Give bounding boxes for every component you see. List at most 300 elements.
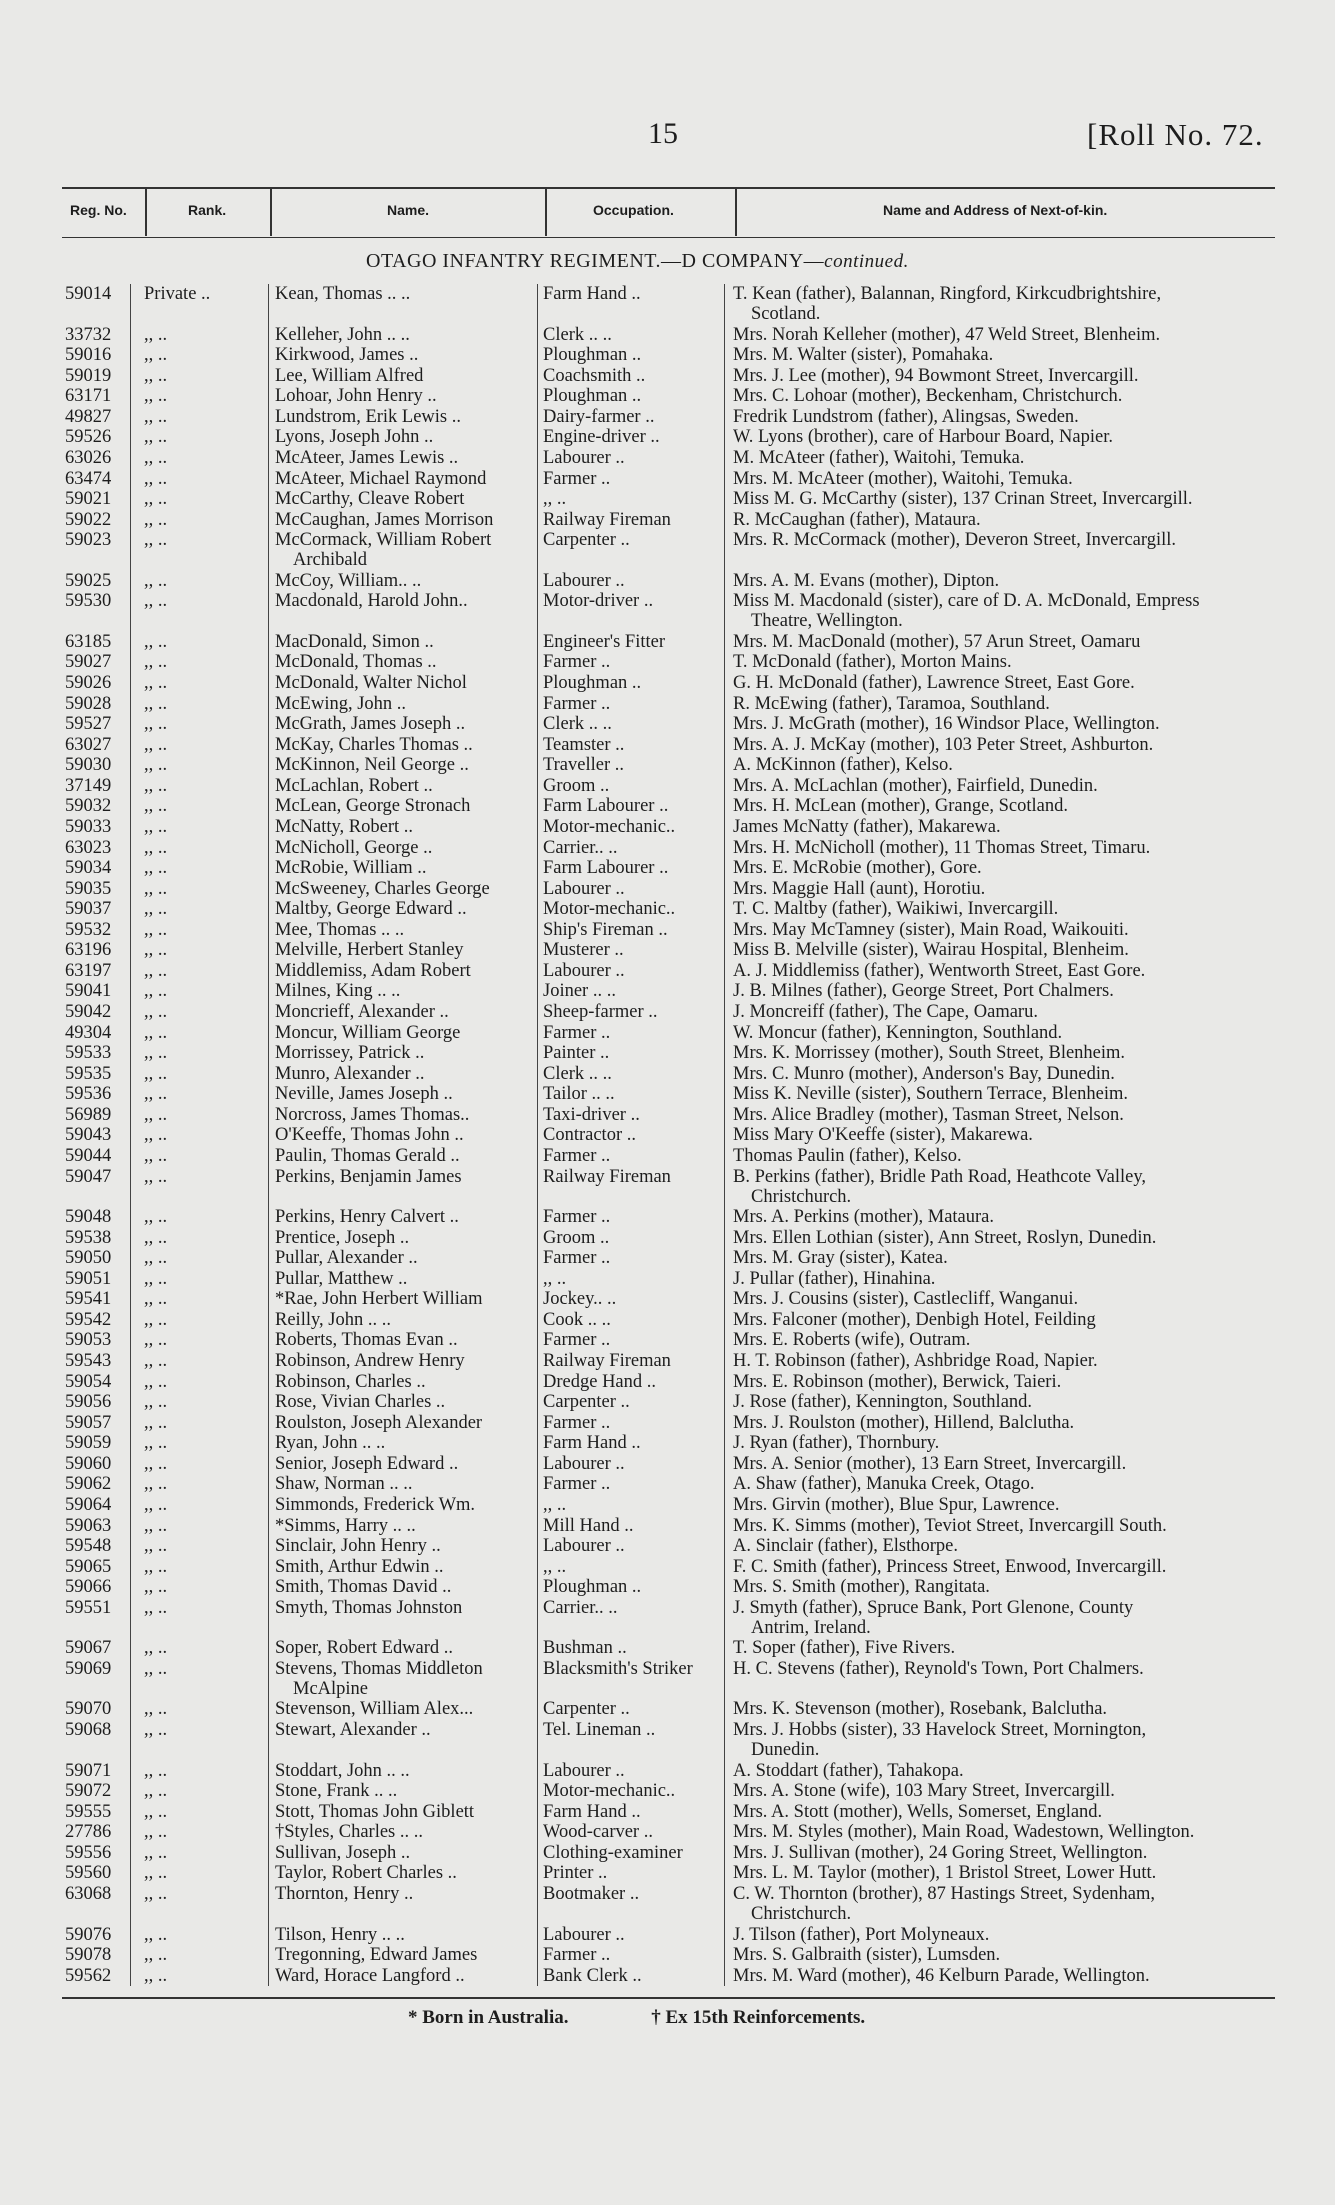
occupation: Ship's Fireman .. (543, 919, 668, 940)
reg-number: 59048 (65, 1207, 112, 1228)
next-of-kin-cell (733, 1310, 1281, 1330)
rank: ,, .. (144, 816, 168, 837)
soldier-name: Tilson, Henry .. .. (275, 1924, 405, 1945)
table-row (0, 1945, 1335, 1965)
soldier-name-cell (275, 1884, 413, 1904)
next-of-kin-cell (733, 469, 1281, 489)
occupation: Ploughman .. (543, 345, 642, 366)
next-of-kin: Mrs. J. Hobbs (sister), 33 Havelock Street, Mornington, (733, 1720, 1147, 1740)
next-of-kin: Mrs. C. Munro (mother), Anderson's Bay, Dunedin. (733, 1063, 1115, 1084)
soldier-name: McLean, George Stronach (275, 796, 471, 817)
table-row (0, 1105, 1335, 1125)
rank: ,, .. (144, 775, 168, 796)
reg-number: 59535 (65, 1063, 112, 1084)
soldier-name: Rose, Vivian Charles .. (275, 1392, 446, 1413)
occupation: Farmer .. (543, 1145, 611, 1166)
next-of-kin: Mrs. M. Walter (sister), Pomahaka. (733, 345, 994, 366)
occupation: Carpenter .. (543, 1392, 630, 1413)
occupation: Bootmaker .. (543, 1883, 640, 1904)
next-of-kin: Mrs. A. J. McKay (mother), 103 Peter Street, Ashburton. (733, 734, 1154, 755)
soldier-name-cell (275, 1802, 474, 1822)
table-row (0, 1495, 1335, 1515)
table-row (0, 1125, 1335, 1145)
reg-number: 63023 (65, 837, 112, 858)
next-of-kin: A. Stoddart (father), Tahakopa. (733, 1760, 964, 1781)
next-of-kin-cell (733, 386, 1281, 406)
next-of-kin: Mrs. M. Styles (mother), Main Road, Wadestown, Wellington. (733, 1822, 1195, 1843)
next-of-kin-cell (733, 652, 1281, 672)
soldier-name-cell (275, 899, 467, 919)
soldier-name-cell (275, 1043, 424, 1063)
header-name: Name. (387, 202, 430, 218)
reg-number: 59542 (65, 1309, 112, 1330)
next-of-kin: W. Lyons (brother), care of Harbour Board, Napier. (733, 427, 1113, 448)
soldier-name-cell (275, 652, 437, 672)
next-of-kin-cell (733, 838, 1281, 858)
reg-number: 59035 (65, 878, 112, 899)
soldier-name-cell (275, 1925, 405, 1945)
reg-number: 59019 (65, 365, 112, 386)
table-row (0, 1536, 1335, 1556)
soldier-name-cell (275, 1228, 409, 1248)
next-of-kin: Mrs. Ellen Lothian (sister), Ann Street, Roslyn, Dunedin. (733, 1227, 1157, 1248)
next-of-kin-continued: Dunedin. (751, 1740, 820, 1760)
next-of-kin: B. Perkins (father), Bridle Path Road, Heathcote Valley, (733, 1166, 1147, 1187)
rank: ,, .. (144, 858, 168, 879)
soldier-name-cell (275, 1659, 483, 1699)
occupation: Farmer .. (543, 1474, 611, 1495)
soldier-name: Lohoar, John Henry .. (275, 386, 437, 407)
rank: ,, .. (144, 427, 168, 448)
soldier-name-cell (275, 1454, 458, 1474)
next-of-kin: Mrs. Alice Bradley (mother), Tasman Street, Nelson. (733, 1104, 1124, 1125)
table-row (0, 1843, 1335, 1863)
occupation: Dredge Hand .. (543, 1371, 657, 1392)
reg-number: 49827 (65, 406, 112, 427)
next-of-kin-cell (733, 1351, 1281, 1371)
next-of-kin-cell (733, 1536, 1281, 1556)
rank: ,, .. (144, 1658, 168, 1679)
next-of-kin-cell (733, 1064, 1281, 1084)
occupation: Labourer .. (543, 960, 625, 981)
rank: ,, .. (144, 1371, 168, 1392)
table-row (0, 879, 1335, 899)
occupation: Jockey.. .. (543, 1289, 617, 1310)
soldier-name-cell (275, 284, 410, 304)
soldier-name: O'Keeffe, Thomas John .. (275, 1125, 464, 1146)
reg-number: 59548 (65, 1536, 112, 1557)
rank: ,, .. (144, 899, 168, 920)
soldier-name-cell (275, 1207, 459, 1227)
reg-number: 59530 (65, 591, 112, 612)
next-of-kin: M. McAteer (father), Waitohi, Temuka. (733, 447, 1025, 468)
rank: ,, .. (144, 365, 168, 386)
rank: ,, .. (144, 1351, 168, 1371)
table-row (0, 1289, 1335, 1309)
soldier-name: Kirkwood, James .. (275, 345, 419, 366)
next-of-kin: Mrs. J. Sullivan (mother), 24 Goring Street, Wellington. (733, 1842, 1148, 1863)
soldier-name-cell (275, 817, 413, 837)
soldier-name-continued: McAlpine (293, 1678, 369, 1699)
rank: ,, .. (144, 489, 168, 510)
rank: ,, .. (144, 1043, 168, 1064)
header-top-rule (62, 187, 1275, 189)
reg-number: 59072 (65, 1781, 112, 1802)
table-row (0, 1577, 1335, 1597)
occupation: Ploughman .. (543, 673, 642, 693)
rank: ,, .. (144, 1842, 168, 1863)
next-of-kin-cell (733, 284, 1281, 324)
next-of-kin-cell (733, 1413, 1281, 1433)
soldier-name-continued: Archibald (293, 550, 367, 571)
occupation: Mill Hand .. (543, 1515, 634, 1536)
reg-number: 63185 (65, 631, 112, 652)
soldier-name-cell (275, 1536, 441, 1556)
reg-number: 63026 (65, 447, 112, 468)
table-row (0, 1720, 1335, 1760)
table-row (0, 591, 1335, 631)
soldier-name: McLachlan, Robert .. (275, 775, 433, 796)
reg-number: 63196 (65, 940, 112, 961)
footnotes (408, 2007, 943, 2029)
occupation: Joiner .. .. (543, 981, 616, 1002)
table-row (0, 1557, 1335, 1577)
occupation: Contractor .. (543, 1125, 636, 1146)
roll-number: [Roll No. 72. (1087, 117, 1264, 152)
soldier-name: Stone, Frank .. .. (275, 1781, 398, 1802)
table-row (0, 427, 1335, 447)
soldier-name-cell (275, 1577, 451, 1597)
rank: ,, .. (144, 1207, 168, 1228)
soldier-name-cell (275, 1167, 462, 1187)
reg-number: 59066 (65, 1577, 112, 1598)
next-of-kin-cell (733, 591, 1281, 631)
soldier-name: McAteer, James Lewis .. (275, 447, 459, 468)
reg-number: 59065 (65, 1556, 112, 1577)
rank: ,, .. (144, 1453, 168, 1474)
soldier-name-cell (275, 1598, 462, 1618)
occupation: Carpenter .. (543, 530, 630, 551)
rank: ,, .. (144, 447, 168, 468)
occupation: Labourer .. (543, 1924, 625, 1945)
section-title (366, 250, 909, 273)
next-of-kin: Mrs. K. Simms (mother), Teviot Street, Invercargill South. (733, 1515, 1167, 1536)
soldier-name: Lee, William Alfred (275, 365, 424, 386)
rank: ,, .. (144, 837, 168, 858)
rank: ,, .. (144, 631, 168, 652)
occupation: Printer .. (543, 1863, 608, 1884)
occupation: Farm Labourer .. (543, 796, 669, 817)
soldier-name: McKinnon, Neil George .. (275, 755, 469, 776)
table-row (0, 1146, 1335, 1166)
next-of-kin: Mrs. M. Gray (sister), Katea. (733, 1248, 948, 1269)
occupation: Tailor .. .. (543, 1084, 615, 1105)
soldier-name: McCaughan, James Morrison (275, 509, 494, 530)
rank: ,, .. (144, 1924, 168, 1945)
soldier-name: Paulin, Thomas Gerald .. (275, 1145, 460, 1166)
reg-number: 63171 (65, 386, 112, 407)
table-row (0, 1023, 1335, 1043)
soldier-name: McCarthy, Cleave Robert (275, 489, 465, 510)
next-of-kin-cell (733, 1638, 1281, 1658)
soldier-name: McCormack, William Robert (275, 530, 492, 551)
next-of-kin: Mrs. K. Stevenson (mother), Rosebank, Balclutha. (733, 1699, 1108, 1720)
next-of-kin: Mrs. L. M. Taylor (mother), 1 Bristol Street, Lower Hutt. (733, 1863, 1157, 1884)
soldier-name-cell (275, 1064, 425, 1084)
rank: ,, .. (144, 1699, 168, 1720)
table-row (0, 858, 1335, 878)
occupation: Painter .. (543, 1043, 610, 1064)
table-row (0, 714, 1335, 734)
reg-number: 59051 (65, 1268, 112, 1289)
next-of-kin: Mrs. H. McLean (mother), Grange, Scotland. (733, 796, 1068, 817)
soldier-name-cell (275, 407, 461, 427)
next-of-kin-cell (733, 755, 1281, 775)
soldier-name-cell (275, 1945, 477, 1965)
soldier-name-cell (275, 345, 418, 365)
soldier-name-cell (275, 838, 432, 858)
reg-number: 59037 (65, 899, 112, 920)
soldier-name: Thornton, Henry .. (275, 1883, 414, 1904)
occupation: Farmer .. (543, 1207, 611, 1228)
reg-number: 59025 (65, 570, 112, 591)
next-of-kin-cell (733, 1781, 1281, 1801)
rank: ,, .. (144, 570, 168, 591)
rank: ,, .. (144, 1536, 168, 1557)
soldier-name: McSweeney, Charles George (275, 878, 490, 899)
rank: ,, .. (144, 1965, 168, 1986)
next-of-kin-cell (733, 1557, 1281, 1577)
rank: ,, .. (144, 1022, 168, 1043)
soldier-name-cell (275, 1105, 469, 1125)
rank: ,, .. (144, 1412, 168, 1433)
table-row (0, 386, 1335, 406)
occupation: Labourer .. (543, 1453, 625, 1474)
next-of-kin-cell (733, 345, 1281, 365)
next-of-kin-cell (733, 1474, 1281, 1494)
rank: ,, .. (144, 1433, 168, 1454)
next-of-kin-cell (733, 1043, 1281, 1063)
reg-number: 59054 (65, 1371, 112, 1392)
next-of-kin: F. C. Smith (father), Princess Street, Enwood, Invercargill. (733, 1556, 1167, 1577)
rank: ,, .. (144, 1145, 168, 1166)
soldier-name-cell (275, 1781, 397, 1801)
soldier-name-cell (275, 1638, 453, 1658)
occupation: Carpenter .. (543, 1699, 630, 1720)
reg-number: 37149 (65, 775, 112, 796)
table-row (0, 1761, 1335, 1781)
soldier-name-cell (275, 1843, 410, 1863)
next-of-kin-cell (733, 1330, 1281, 1350)
soldier-name-cell (275, 1474, 413, 1494)
rank: ,, .. (144, 591, 168, 612)
occupation: Farmer .. (543, 652, 611, 673)
next-of-kin-cell (733, 1084, 1281, 1104)
soldier-name: Stott, Thomas John Giblett (275, 1801, 475, 1822)
occupation: Railway Fireman (543, 509, 671, 530)
next-of-kin: Mrs. J. McGrath (mother), 16 Windsor Place, Wellington. (733, 714, 1160, 735)
soldier-name: Sullivan, Joseph .. (275, 1842, 411, 1863)
rank: ,, .. (144, 1863, 168, 1884)
soldier-name-cell (275, 1310, 391, 1330)
next-of-kin: J. Ryan (father), Thornbury. (733, 1433, 940, 1454)
soldier-name: Maltby, George Edward .. (275, 899, 467, 920)
next-of-kin: J. Smyth (father), Spruce Bank, Port Glenone, County (733, 1597, 1134, 1618)
next-of-kin: Mrs. A. McLachlan (mother), Fairfield, Dunedin. (733, 775, 1098, 796)
soldier-name: *Rae, John Herbert William (275, 1289, 483, 1310)
next-of-kin-cell (733, 407, 1281, 427)
rank: ,, .. (144, 1577, 168, 1598)
next-of-kin: Mrs. A. Senior (mother), 13 Earn Street, Invercargill. (733, 1453, 1127, 1474)
soldier-name: Smith, Arthur Edwin .. (275, 1556, 444, 1577)
reg-number: 59532 (65, 919, 112, 940)
next-of-kin: T. C. Maltby (father), Waikiwi, Invercargill. (733, 899, 1059, 920)
table-row (0, 448, 1335, 468)
soldier-name-cell (275, 1699, 473, 1719)
next-of-kin-cell (733, 1125, 1281, 1145)
soldier-name-cell (275, 920, 404, 940)
occupation: ,, .. (543, 489, 567, 510)
table-row (0, 1084, 1335, 1104)
soldier-name: Kean, Thomas .. .. (275, 284, 411, 304)
next-of-kin-cell (733, 1372, 1281, 1392)
reg-number: 63068 (65, 1883, 112, 1904)
reg-number: 59067 (65, 1638, 112, 1659)
reg-number: 59068 (65, 1720, 112, 1740)
next-of-kin-cell (733, 714, 1281, 734)
table-row (0, 1516, 1335, 1536)
next-of-kin-cell (733, 366, 1281, 386)
next-of-kin-cell (733, 776, 1281, 796)
next-of-kin-cell (733, 1433, 1281, 1453)
occupation: ,, .. (543, 1268, 567, 1289)
next-of-kin: Mrs. S. Galbraith (sister), Lumsden. (733, 1945, 1001, 1966)
reg-number: 59022 (65, 509, 112, 530)
soldier-name: Moncrieff, Alexander .. (275, 1002, 449, 1022)
next-of-kin: J. Rose (father), Kennington, Southland. (733, 1392, 1033, 1413)
soldier-name: McAteer, Michael Raymond (275, 468, 487, 489)
soldier-name: McDonald, Walter Nichol (275, 673, 467, 693)
table-row (0, 1454, 1335, 1474)
soldier-name: Tregonning, Edward James (275, 1945, 478, 1966)
next-of-kin-cell (733, 1577, 1281, 1597)
rank: ,, .. (144, 386, 168, 407)
reg-number: 63474 (65, 468, 112, 489)
next-of-kin-cell (733, 899, 1281, 919)
reg-number: 59043 (65, 1125, 112, 1146)
reg-number: 59041 (65, 981, 112, 1002)
occupation: Ploughman .. (543, 1577, 642, 1598)
occupation: Coachsmith .. (543, 365, 646, 386)
soldier-name: Perkins, Henry Calvert .. (275, 1207, 459, 1228)
next-of-kin-cell (733, 1392, 1281, 1412)
reg-number: 59538 (65, 1227, 112, 1248)
next-of-kin-cell (733, 1495, 1281, 1515)
table-row (0, 1863, 1335, 1883)
next-of-kin: J. Moncreiff (father), The Cape, Oamaru. (733, 1002, 1038, 1022)
table-row (0, 899, 1335, 919)
soldier-name: Simmonds, Frederick Wm. (275, 1494, 476, 1515)
occupation: ,, .. (543, 1556, 567, 1577)
next-of-kin-cell (733, 796, 1281, 816)
table-row (0, 838, 1335, 858)
occupation: Clerk .. .. (543, 1063, 612, 1084)
occupation: Farmer .. (543, 1248, 611, 1269)
soldier-name-cell (275, 1248, 418, 1268)
section-continued: continued. (824, 251, 909, 272)
soldier-name: Robinson, Charles .. (275, 1371, 426, 1392)
rank: ,, .. (144, 1822, 168, 1843)
soldier-name-cell (275, 1289, 483, 1309)
next-of-kin: Mrs. May McTamney (sister), Main Road, Waikouiti. (733, 919, 1129, 940)
next-of-kin: J. Tilson (father), Port Molyneaux. (733, 1924, 990, 1945)
occupation: Taxi-driver .. (543, 1104, 640, 1125)
reg-number: 59541 (65, 1289, 112, 1310)
rank: ,, .. (144, 1801, 168, 1822)
soldier-name: McKay, Charles Thomas .. (275, 734, 473, 755)
table-row (0, 1392, 1335, 1412)
soldier-name: Stoddart, John .. .. (275, 1760, 410, 1781)
soldier-name: Kelleher, John .. .. (275, 324, 410, 345)
rank: ,, .. (144, 1720, 168, 1740)
occupation: Motor-mechanic.. (543, 1781, 676, 1802)
table-bottom-rule (62, 1997, 1275, 1999)
reg-number: 59053 (65, 1330, 112, 1351)
next-of-kin: Mrs. K. Morrissey (mother), South Street, Blenheim. (733, 1043, 1126, 1064)
next-of-kin-cell (733, 1884, 1281, 1924)
table-row (0, 817, 1335, 837)
next-of-kin-cell (733, 1105, 1281, 1125)
table-row (0, 940, 1335, 960)
table-row (0, 1002, 1335, 1022)
table-row (0, 1433, 1335, 1453)
table-row (0, 1228, 1335, 1248)
table-row (0, 366, 1335, 386)
next-of-kin-cell (733, 694, 1281, 714)
occupation: Bank Clerk .. (543, 1965, 642, 1986)
next-of-kin: Mrs. E. McRobie (mother), Gore. (733, 858, 982, 879)
header-occupation: Occupation. (593, 202, 674, 218)
next-of-kin-cell (733, 1248, 1281, 1268)
rank: ,, .. (144, 1474, 168, 1495)
soldier-name: Moncur, William George (275, 1022, 461, 1043)
rank: ,, .. (144, 1638, 168, 1659)
reg-number: 59026 (65, 673, 112, 693)
soldier-name: Smith, Thomas David .. (275, 1577, 452, 1598)
next-of-kin-cell (733, 1207, 1281, 1227)
next-of-kin: Mrs. J. Cousins (sister), Castlecliff, Wanganui. (733, 1289, 1079, 1310)
next-of-kin-cell (733, 1945, 1281, 1965)
soldier-name: Munro, Alexander .. (275, 1063, 425, 1084)
rank: ,, .. (144, 1248, 168, 1269)
rank: ,, .. (144, 509, 168, 530)
rank: ,, .. (144, 1227, 168, 1248)
next-of-kin-continued: Theatre, Wellington. (751, 611, 903, 632)
rank: Private .. (144, 284, 211, 304)
section-title-text: OTAGO INFANTRY REGIMENT.—D COMPANY— (366, 250, 825, 272)
reg-number: 59032 (65, 796, 112, 817)
rank: ,, .. (144, 1597, 168, 1618)
table-row (0, 920, 1335, 940)
occupation: Cook .. .. (543, 1309, 611, 1330)
table-row (0, 1802, 1335, 1822)
occupation: Farm Hand .. (543, 1801, 641, 1822)
next-of-kin: Mrs. R. McCormack (mother), Deveron Street, Invercargill. (733, 530, 1177, 551)
page-number: 15 (648, 117, 678, 150)
soldier-name-cell (275, 469, 486, 489)
reg-number: 59556 (65, 1842, 112, 1863)
rank: ,, .. (144, 1063, 168, 1084)
